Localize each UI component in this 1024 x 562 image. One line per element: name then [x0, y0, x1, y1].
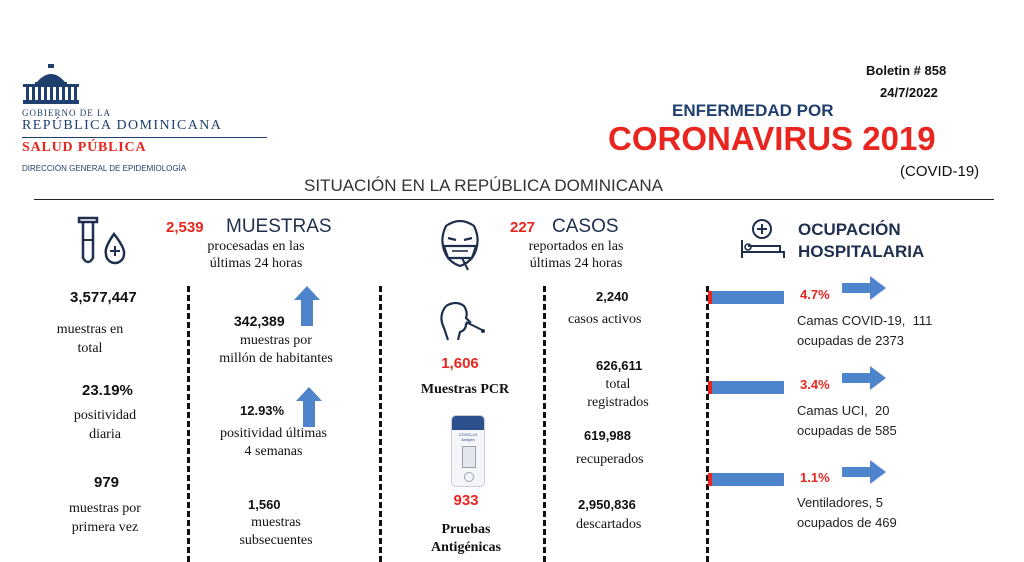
occupancy-percent-uci: 3.4%	[800, 377, 830, 392]
active-cases-value: 2,240	[596, 289, 629, 304]
ocupacion-heading	[798, 219, 924, 263]
subsequent-label	[216, 514, 336, 550]
kit-text-line1: COVID-19	[458, 432, 478, 437]
occupancy-percent-covid: 4.7%	[800, 287, 830, 302]
divider-2	[379, 286, 382, 562]
divider-4	[706, 286, 709, 562]
antigen-label	[406, 521, 526, 557]
muestras-heading-sub	[186, 238, 326, 272]
arrow-up-icon	[294, 286, 320, 326]
occupancy-percent-ventilators: 1.1%	[800, 470, 830, 485]
positivity-daily-label	[50, 406, 160, 444]
antigen-value: 933	[453, 492, 479, 509]
disease-code: (COVID-19)	[900, 163, 980, 180]
occupancy-label-ventilators-line2: ocupados de 469	[797, 515, 897, 530]
total-cases-label	[568, 376, 668, 412]
bulletin-number: Boletin # 858	[866, 63, 947, 78]
arrow-right-icon	[842, 460, 886, 484]
bulletin-date: 24/7/2022	[880, 85, 938, 100]
casos-heading: CASOS	[552, 216, 619, 237]
pcr-label: Muestras PCR	[420, 382, 510, 397]
muestras-total-value: 3,577,447	[70, 289, 137, 306]
disease-year: 2019	[862, 120, 936, 157]
report-subtitle: SITUACIÓN EN LA REPÚBLICA DOMINICANA	[304, 176, 663, 195]
muestras-total-label	[40, 320, 140, 358]
antigen-label-line1: Pruebas	[441, 522, 491, 537]
occupancy-label-uci-line2: ocupadas de 585	[797, 423, 897, 438]
ocupacion-heading-line1: OCUPACIÓN	[798, 220, 901, 239]
first-time-label-line2: primera vez	[71, 520, 139, 535]
casos-heading-sub	[506, 238, 646, 272]
positivity-4weeks-label-line2: 4 semanas	[244, 444, 303, 459]
positivity-daily-label-line1: positividad	[73, 408, 137, 423]
positivity-4weeks-value: 12.93%	[240, 403, 285, 418]
arrow-up-icon	[296, 387, 322, 427]
occupancy-label-uci	[797, 401, 897, 441]
positivity-daily-value: 23.19%	[82, 382, 133, 399]
total-cases-value: 626,611	[596, 358, 643, 373]
ocupacion-heading-line2: HOSPITALARIA	[798, 242, 925, 261]
directorate-name: DIRECCIÓN GENERAL DE EPIDEMIOLOGÍA	[22, 164, 187, 173]
kit-well	[464, 472, 474, 482]
per-million-value: 342,389	[234, 313, 285, 329]
per-million-label-line1: muestras por	[240, 333, 312, 348]
national-palace-logo-icon	[22, 64, 80, 106]
disease-title	[608, 120, 936, 158]
recovered-value: 619,988	[584, 428, 631, 443]
occupancy-label-ventilators	[797, 493, 897, 533]
subsequent-label-line1: muestras	[251, 515, 301, 530]
pcr-value: 1,606	[441, 355, 479, 372]
muestras-heading-sub-line2: últimas 24 horas	[209, 256, 303, 271]
antigen-kit-image	[451, 415, 485, 487]
test-tube-drop-icon	[76, 216, 132, 270]
active-cases-label: casos activos	[568, 312, 642, 327]
first-time-label-line1: muestras por	[69, 501, 141, 516]
kit-text-line2: Antigen	[461, 437, 475, 442]
gov-line1: GOBIERNO DE LA	[22, 108, 111, 118]
positivity-daily-label-line2: diaria	[89, 427, 121, 442]
per-million-label-line2: millón de habitantes	[219, 351, 333, 366]
muestras-heading: MUESTRAS	[226, 216, 332, 237]
occupancy-label-covid-line1: Camas COVID-19, 111	[797, 313, 933, 328]
occupancy-label-covid	[797, 311, 932, 351]
positivity-4weeks-label-line1: positividad últimas	[220, 426, 327, 441]
casos-heading-sub-line1: reportados en las	[528, 239, 624, 254]
muestras-heading-sub-line1: procesadas en las	[207, 239, 305, 254]
first-time-label	[50, 499, 160, 537]
casos-daily-count: 227	[510, 219, 536, 236]
kit-window	[462, 446, 476, 468]
divider-1	[187, 286, 190, 562]
occupancy-bar-uci	[708, 381, 784, 394]
recovered-label: recuperados	[576, 452, 644, 467]
occupancy-label-ventilators-line1: Ventiladores, 5	[797, 495, 884, 510]
divider-3	[543, 286, 546, 562]
per-million-label	[196, 332, 356, 368]
gov-line2: REPÚBLICA DOMINICANA	[22, 118, 223, 133]
occupancy-label-uci-line1: Camas UCI, 20	[797, 403, 890, 418]
discarded-value: 2,950,836	[578, 497, 636, 512]
government-logo	[22, 64, 292, 176]
disease-name: CORONAVIRUS	[608, 120, 854, 157]
masked-face-icon	[432, 216, 488, 272]
first-time-value: 979	[94, 474, 120, 491]
muestras-total-label-line1: muestras en	[56, 322, 124, 337]
positivity-4weeks-label	[196, 425, 351, 461]
subsequent-value: 1,560	[248, 497, 281, 512]
occupancy-bar-ventilators	[708, 473, 784, 486]
arrow-right-icon	[842, 276, 886, 300]
discarded-label: descartados	[576, 517, 642, 532]
disease-prefix: ENFERMEDAD POR	[672, 101, 834, 120]
muestras-daily-count: 2,539	[166, 219, 204, 236]
ministry-name: SALUD PÚBLICA	[22, 140, 147, 155]
logo-divider	[22, 137, 267, 138]
total-cases-label-line1: total	[605, 377, 631, 392]
header-divider	[34, 199, 994, 200]
antigen-label-line2: Antigénicas	[431, 540, 501, 555]
subsequent-label-line2: subsecuentes	[239, 533, 313, 548]
muestras-total-label-line2: total	[77, 341, 103, 356]
occupancy-bar-covid	[708, 291, 784, 304]
total-cases-label-line2: registrados	[587, 395, 649, 410]
face-swab-icon	[436, 300, 486, 344]
kit-header	[452, 416, 484, 430]
occupancy-label-covid-line2: ocupadas de 2373	[797, 333, 904, 348]
casos-heading-sub-line2: últimas 24 horas	[529, 256, 623, 271]
hospital-bed-icon	[740, 218, 786, 260]
arrow-right-icon	[842, 366, 886, 390]
